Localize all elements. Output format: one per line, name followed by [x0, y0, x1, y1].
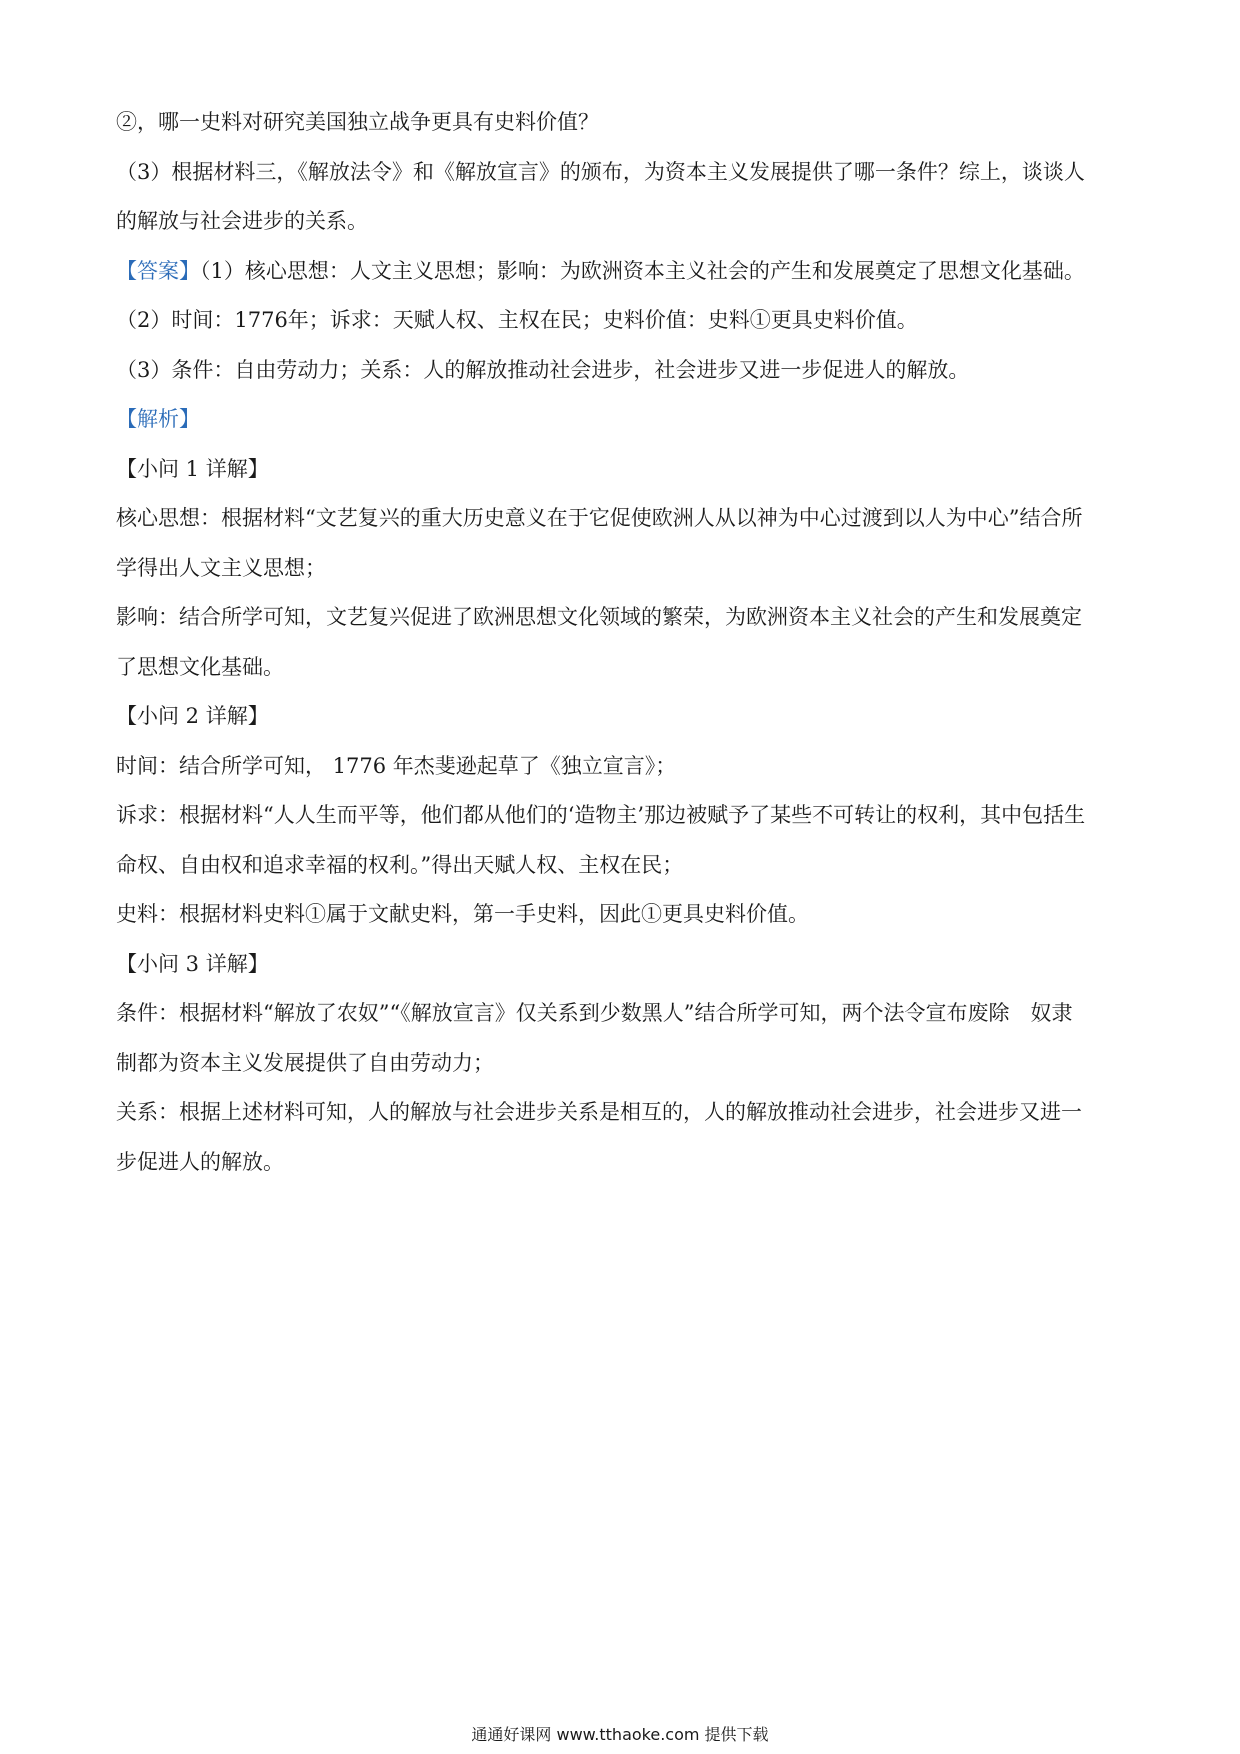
sub-question-3-text: 制都为资本主义发展提供了自由劳动力；	[116, 1050, 494, 1075]
sub-question-2-heading: 【小问 2 详解】	[116, 704, 269, 728]
sub-question-1-text: 学得出人文主义思想；	[116, 555, 326, 580]
footer-watermark: 通通好课网 www.tthaoke.com 提供下载	[471, 1725, 769, 1744]
sub-question-3-text: 条件：根据材料“解放了农奴”“《解放宣言》仅关系到少数黑人”结合所学可知，两个法令宣布废除 奴隶	[116, 1001, 1073, 1025]
document-body	[116, 98, 1124, 1187]
sub-question-2-text: 命权、自由权和追求幸福的权利。”得出天赋人权、主权在民；	[116, 852, 684, 877]
analysis-tag: 【解析】	[116, 407, 200, 431]
question-3-line: （3）根据材料三，《解放法令》和《解放宣言》的颁布，为资本主义发展提供了哪一条件？综上，谈谈人	[116, 159, 1085, 184]
question-3-line: 的解放与社会进步的关系。	[116, 209, 368, 233]
sub-question-3-text: 步促进人的解放。	[116, 1149, 284, 1174]
sub-question-3-text: 关系：根据上述材料可知，人的解放与社会进步关系是相互的，人的解放推动社会进步，社会进步又进一	[116, 1100, 1082, 1124]
sub-question-1-text: 影响：结合所学可知，文艺复兴促进了欧洲思想文化领域的繁荣，为欧洲资本主义社会的产生和发展奠定	[116, 605, 1082, 629]
sub-question-2-text: 时间：结合所学可知， 1776 年杰斐逊起草了《独立宣言》；	[116, 753, 677, 778]
answer-text-1: （1）核心思想：人文主义思想；影响：为欧洲资本主义社会的产生和发展奠定了思想文化基础。	[200, 258, 1085, 283]
sub-question-1-text: 了思想文化基础。	[116, 654, 284, 679]
sub-question-1-text: 核心思想：根据材料“文艺复兴的重大历史意义在于它促使欧洲人从以神为中心过渡到以人为中心”结合所	[116, 506, 1083, 530]
answer-tag: 【答案】	[116, 258, 200, 283]
answer-line-3: （3）条件：自由劳动力；关系：人的解放推动社会进步，社会进步又进一步促进人的解放。	[116, 357, 970, 382]
sub-question-3-heading: 【小问 3 详解】	[116, 951, 269, 976]
question-line: ②，哪一史料对研究美国独立战争更具有史料价值？	[116, 110, 599, 134]
sub-question-1-heading: 【小问 1 详解】	[116, 456, 269, 481]
sub-question-2-text: 史料：根据材料史料①属于文献史料，第一手史料，因此①更具史料价值。	[116, 902, 809, 926]
answer-line-2: （2）时间：1776年；诉求：天赋人权、主权在民；史料价值：史料①更具史料价值。	[116, 308, 918, 332]
sub-question-2-text: 诉求：根据材料“人人生而平等，他们都从他们的‘造物主’那边被赋予了某些不可转让的权利，其中包括生	[116, 803, 1086, 827]
answer-line-1	[116, 247, 1124, 297]
